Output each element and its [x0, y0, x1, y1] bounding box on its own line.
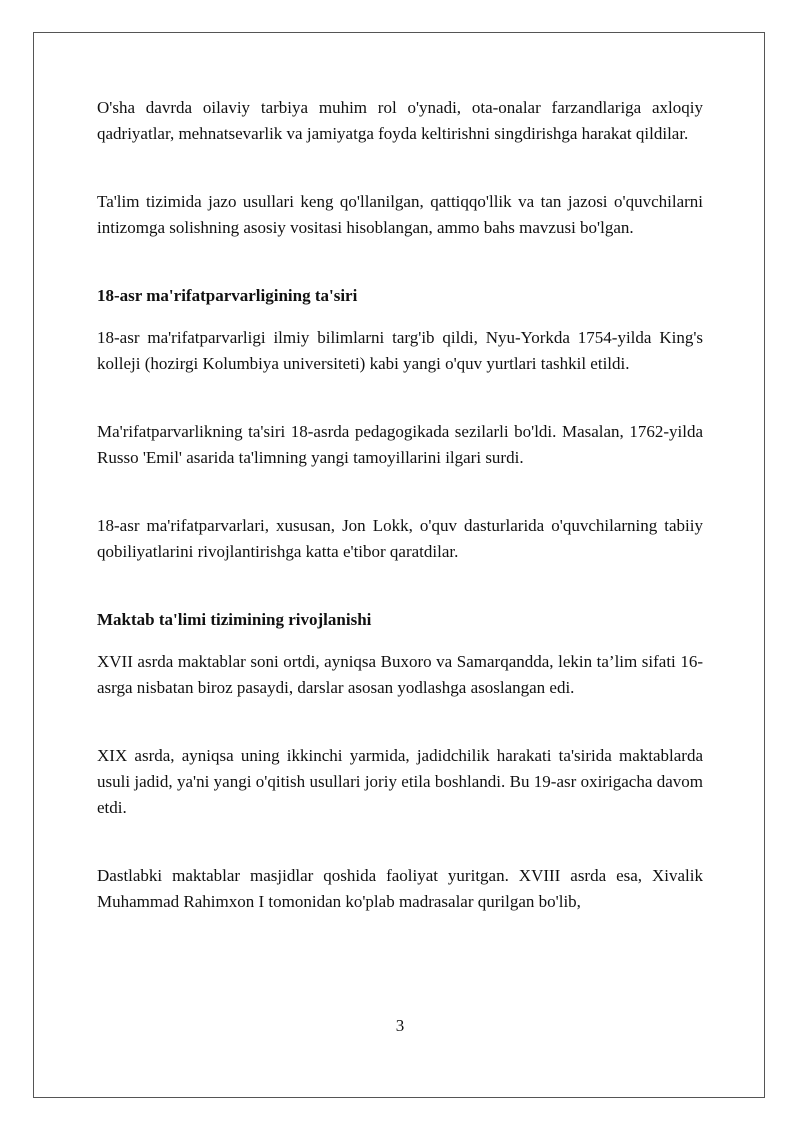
- paragraph-school-2: XIX asrda, ayniqsa uning ikkinchi yarmida, jadidchilik harakati ta'sirida maktablarda usuli jadid, ya'ni yangi o'qitish usullari joriy etila boshlandi. Bu 19-asr oxirigacha davom etdi.: [97, 746, 703, 817]
- paragraph-punishment-methods: Ta'lim tizimida jazo usullari keng qo'llanilgan, qattiqqo'llik va tan jazosi o'quvchilarni intizomga solishning asosiy vositasi hisoblangan, ammo bahs mavzusi bo'lgan.: [97, 192, 703, 237]
- paragraph-school-3: Dastlabki maktablar masjidlar qoshida faoliyat yuritgan. XVIII asrda esa, Xivalik Muhammad Rahimxon I tomonidan ko'plab madrasalar qurilgan bo'lib,: [97, 866, 703, 911]
- page-number: 3: [395, 1016, 405, 1035]
- document-body: [97, 95, 703, 915]
- paragraph-family-upbringing: O'sha davrda oilaviy tarbiya muhim rol o'ynadi, ota-onalar farzandlariga axloqiy qadriyatlar, mehnatsevarlik va jamiyatga foyda keltirishni singdirishga harakat qildilar.: [97, 98, 703, 143]
- section-heading-enlightenment: 18-asr ma'rifatparvarligining ta'siri: [97, 286, 358, 305]
- section-heading-school-system: Maktab ta'limi tizimining rivojlanishi: [97, 610, 372, 629]
- paragraph-enlightenment-3: 18-asr ma'rifatparvarlari, xususan, Jon Lokk, o'quv dasturlarida o'quvchilarning tabiiy qobiliyatlarini rivojlantirishga katta e'tibor qaratdilar.: [97, 516, 703, 561]
- paragraph-enlightenment-1: 18-asr ma'rifatparvarligi ilmiy bilimlarni targ'ib qildi, Nyu-Yorkda 1754-yilda King's kolleji (hozirgi Kolumbiya universiteti) kabi yangi o'quv yurtlari tashkil etildi.: [97, 328, 703, 373]
- paragraph-school-1: XVII asrda maktablar soni ortdi, ayniqsa Buxoro va Samarqandda, lekin ta’lim sifati 16-asrga nisbatan biroz pasaydi, darslar asosan yodlashga asoslangan edi.: [97, 652, 703, 697]
- paragraph-enlightenment-2: Ma'rifatparvarlikning ta'siri 18-asrda pedagogikada sezilarli bo'ldi. Masalan, 1762-yilda Russo 'Emil' asarida ta'limning yangi tamoyillarini ilgari surdi.: [97, 422, 703, 467]
